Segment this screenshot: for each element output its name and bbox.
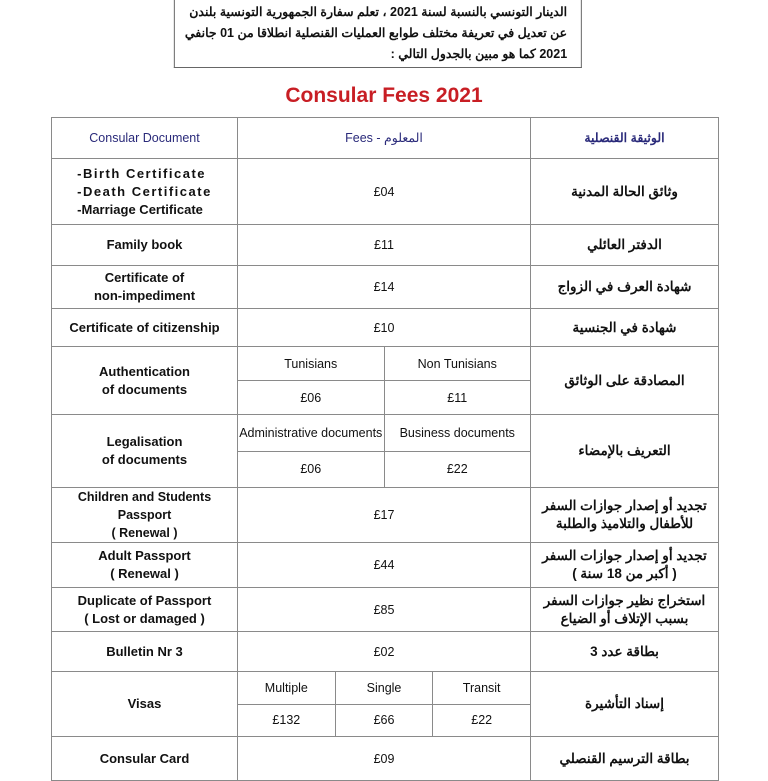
doc-ar: بسبب الإتلاف أو الضياع (560, 610, 689, 626)
table-row (52, 415, 719, 488)
sub-col: Single (335, 672, 433, 704)
sub-col: Non Tunisians (384, 347, 531, 380)
doc-ar: التعريف بالإمضاء (531, 415, 719, 488)
doc-en: of documents (101, 452, 188, 467)
table-row (52, 266, 719, 309)
doc-en: Consular Card (52, 737, 238, 781)
sub-col: Business documents (384, 415, 531, 451)
doc-ar: بطاقة الترسيم القنصلي (531, 737, 719, 781)
doc-en: Duplicate of Passport (77, 592, 212, 608)
sub-col: Transit (432, 672, 530, 704)
doc-ar: الدفتر العائلي (531, 225, 719, 266)
fee: £10 (238, 309, 531, 347)
doc-en: Certificate of (104, 270, 185, 285)
fee: £44 (238, 543, 531, 588)
fee: £14 (238, 266, 531, 309)
notice-line: 2021 كما هو مبين بالجدول التالي : (390, 47, 568, 61)
fee: £06 (300, 462, 322, 477)
fee: £11 (238, 225, 531, 266)
table-header (52, 118, 719, 159)
sub-col: Multiple (264, 680, 308, 695)
sub-col: Tunisians (284, 356, 338, 371)
header-en: Consular Document (52, 118, 238, 159)
doc-ar: ( أكبر من 18 سنة ) (572, 566, 677, 581)
doc-ar: بطاقة عدد 3 (531, 632, 719, 672)
table-row (52, 225, 719, 266)
doc-en: -Birth Certificate (77, 165, 207, 181)
doc-en: of documents (101, 381, 188, 397)
doc-en: Family book (52, 225, 238, 266)
doc-en: ( Renewal ) (110, 566, 179, 581)
fee: £11 (384, 381, 531, 414)
doc-ar: تجديد أو إصدار جوازات السفر (542, 548, 707, 563)
doc-en: Children and Students Passport (77, 490, 212, 522)
table-row (52, 543, 719, 588)
fee: £22 (384, 452, 531, 488)
doc-en: Adult Passport (98, 548, 191, 563)
table-row (52, 309, 719, 347)
doc-ar: تجديد أو إصدار جوازات السفر (542, 498, 707, 513)
doc-ar: للأطفال والتلاميذ والطلبة (555, 516, 694, 531)
table-row (52, 488, 719, 543)
doc-ar: المصادقة على الوثائق (531, 347, 719, 415)
doc-en: Authentication (99, 363, 190, 379)
doc-en: ( Lost or damaged ) (84, 610, 205, 626)
doc-en: Legalisation (106, 434, 183, 449)
fee: £02 (238, 632, 531, 672)
fee: £17 (238, 488, 531, 543)
sub-col: Administrative documents (239, 425, 383, 440)
notice-line: عن تعديل في تعريفة مختلف طوابع العمليات القنصلية انطلاقا من 01 جانفي (184, 26, 568, 40)
fee: £85 (238, 588, 531, 632)
table-row (52, 347, 719, 415)
header-fees: Fees - المعلوم (238, 118, 531, 159)
header-ar: الوثيقة القنصلية (531, 118, 719, 159)
table-row (52, 159, 719, 225)
doc-en: non-impediment (93, 288, 196, 303)
doc-ar: وثائق الحالة المدنية (531, 159, 719, 225)
table-row (52, 632, 719, 672)
doc-en: ( Renewal ) (111, 526, 178, 540)
doc-en: Bulletin Nr 3 (52, 632, 238, 672)
table-row (52, 737, 719, 781)
fee: £04 (238, 159, 531, 225)
doc-ar: إسناد التأشيرة (531, 672, 719, 737)
notice-line: الدينار التونسي بالنسبة لسنة 2021 ، تعلم سفارة الجمهورية التونسية بلندن (189, 5, 568, 19)
doc-en: Visas (52, 672, 238, 737)
fee: £132 (272, 713, 301, 728)
doc-ar: شهادة العرف في الزواج (531, 266, 719, 309)
doc-ar: استخراج نظير جوازات السفر (543, 592, 706, 608)
doc-en: -Marriage Certificate (77, 201, 203, 217)
doc-en: Certificate of citizenship (52, 309, 238, 347)
table-row (52, 672, 719, 737)
page-title: Consular Fees 2021 (285, 84, 483, 107)
fee: £06 (300, 390, 322, 405)
fees-table (51, 117, 719, 781)
fee: £09 (238, 737, 531, 781)
fee: £22 (432, 705, 530, 737)
notice-box (174, 0, 582, 68)
fee: £66 (335, 705, 433, 737)
doc-en: -Death Certificate (77, 183, 212, 199)
table-row (52, 588, 719, 632)
doc-ar: شهادة في الجنسية (531, 309, 719, 347)
